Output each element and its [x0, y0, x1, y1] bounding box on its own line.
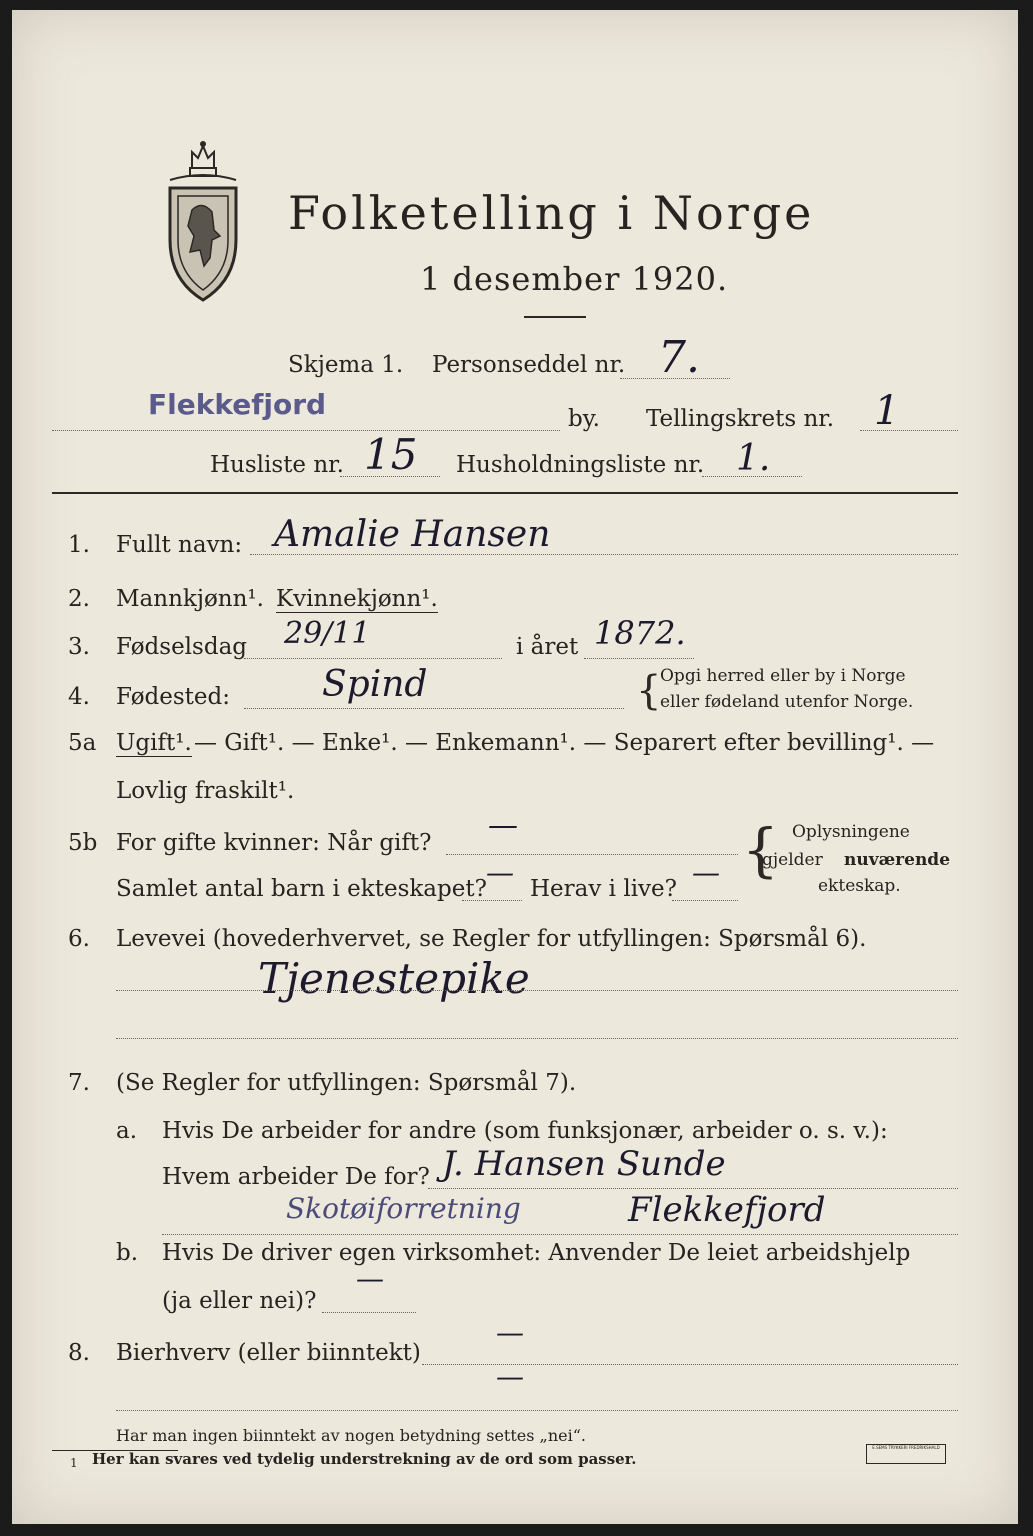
hired-help-line [322, 1312, 416, 1313]
children-total-line [462, 900, 522, 901]
personseddel-label: Personseddel nr. [432, 352, 626, 378]
q3-label: Fødselsdag [116, 634, 248, 660]
husholdningsliste-value[interactable]: 1. [736, 438, 771, 479]
q8-number: 8. [68, 1340, 90, 1366]
marriage-note-1: Oplysningene [792, 822, 910, 842]
occupation-line-2 [116, 1038, 958, 1039]
occupation-value[interactable]: Tjenestepike [258, 954, 530, 1003]
q7b-label-1: Hvis De driver egen virksomhet: Anvender De leiet arbeidshjelp [162, 1240, 911, 1266]
q5b-number: 5b [68, 830, 98, 856]
title-divider [524, 316, 586, 318]
employer-line-2 [162, 1234, 958, 1235]
year-label: i året [516, 634, 579, 660]
coat-of-arms-icon [162, 140, 244, 305]
marital-other-options[interactable]: — Gift¹. — Enke¹. — Enkemann¹. — Separert efter bevilling¹. — [194, 730, 935, 756]
marriage-brace: { [742, 816, 779, 884]
q1-number: 1. [68, 532, 90, 558]
schema-number: Skjema 1. [288, 352, 404, 378]
employer-business-value[interactable]: Skotøiforretning [286, 1192, 521, 1225]
birthplace-line [244, 708, 624, 709]
marital-ugift-option[interactable]: Ugift¹. [116, 730, 192, 756]
q5a-number: 5a [68, 730, 97, 756]
tellingskrets-label: Tellingskrets nr. [646, 406, 835, 432]
census-date: 1 desember 1920. [420, 260, 729, 298]
personseddel-value[interactable]: 7. [658, 332, 700, 383]
husliste-label: Husliste nr. [210, 452, 344, 478]
birthdate-line [244, 658, 502, 659]
q8-label: Bierhverv (eller biinntekt) [116, 1340, 421, 1366]
place-stamp: Flekkefjord [148, 388, 327, 421]
husliste-value[interactable]: 15 [364, 430, 418, 479]
q3-number: 3. [68, 634, 90, 660]
employer-place-value[interactable]: Flekkefjord [628, 1190, 826, 1230]
married-when-line [446, 854, 738, 855]
children-total-label: Samlet antal barn i ekteskapet? [116, 876, 487, 902]
married-when-value[interactable]: — [488, 808, 518, 843]
q7b-letter: b. [116, 1240, 139, 1266]
gender-female-option[interactable]: Kvinnekjønn¹. [276, 586, 438, 612]
birthplace-note-1: Opgi herred eller by i Norge [660, 666, 906, 686]
marital-divorced-option[interactable]: Lovlig fraskilt¹. [116, 778, 295, 804]
children-total-value[interactable]: — [486, 856, 514, 889]
occupation-line-1 [116, 990, 958, 991]
employer-line-1 [428, 1188, 958, 1189]
q7a-label-1: Hvis De arbeider for andre (som funksjonær, arbeider o. s. v.): [162, 1118, 888, 1144]
q7a-label-2: Hvem arbeider De for? [162, 1164, 430, 1190]
q2-number: 2. [68, 586, 90, 612]
q4-label: Fødested: [116, 684, 231, 710]
employer-value[interactable]: J. Hansen Sunde [442, 1144, 726, 1184]
marriage-note-2a: gjelder [762, 850, 823, 870]
birthplace-brace: { [636, 668, 662, 714]
marriage-note-3: ekteskap. [818, 876, 901, 896]
no-income-note: Har man ingen biinntekt av nogen betydning settes „nei“. [116, 1426, 586, 1445]
printer-mark [866, 1444, 946, 1464]
birthplace-value[interactable]: Spind [322, 664, 428, 705]
form-title: Folketelling i Norge [288, 186, 815, 240]
census-form-page [12, 10, 1018, 1524]
q1-label: Fullt navn: [116, 532, 243, 558]
q7a-letter: a. [116, 1118, 138, 1144]
q4-number: 4. [68, 684, 90, 710]
side-income-line-2 [116, 1410, 958, 1411]
side-income-value-1[interactable]: — [496, 1316, 524, 1349]
children-alive-line [672, 900, 738, 901]
full-name-value[interactable]: Amalie Hansen [274, 514, 551, 555]
by-label: by. [568, 406, 600, 432]
birthplace-note-2: eller fødeland utenfor Norge. [660, 692, 914, 712]
birth-year-value[interactable]: 1872. [594, 614, 686, 652]
q6-number: 6. [68, 926, 90, 952]
hired-help-value[interactable]: — [356, 1262, 384, 1295]
q7-number: 7. [68, 1070, 90, 1096]
side-income-value-2[interactable]: — [496, 1360, 524, 1393]
header-divider [52, 492, 958, 494]
children-alive-value[interactable]: — [692, 856, 720, 889]
birthdate-value[interactable]: 29/11 [284, 616, 371, 651]
city-line [52, 430, 560, 431]
tellingskrets-value[interactable]: 1 [874, 388, 900, 434]
footnote-text: Her kan svares ved tydelig understrekning av de ord som passer. [92, 1450, 637, 1468]
marriage-note-2b: nuværende [844, 850, 951, 870]
printer-mark-text: E.SEMS TRYKKERI FREDRIKSHALD [872, 1445, 940, 1450]
gender-male-option[interactable]: Mannkjønn¹. [116, 586, 264, 612]
husholdningsliste-label: Husholdningsliste nr. [456, 452, 705, 478]
q6-label: Levevei (hovederhvervet, se Regler for utfyllingen: Spørsmål 6). [116, 926, 867, 952]
married-when-label: For gifte kvinner: Når gift? [116, 830, 432, 856]
year-line [584, 658, 694, 659]
q7-label: (Se Regler for utfyllingen: Spørsmål 7). [116, 1070, 577, 1096]
children-alive-label: Herav i live? [530, 876, 677, 902]
q7b-label-2: (ja eller nei)? [162, 1288, 317, 1314]
footnote-mark: 1 [70, 1456, 78, 1470]
